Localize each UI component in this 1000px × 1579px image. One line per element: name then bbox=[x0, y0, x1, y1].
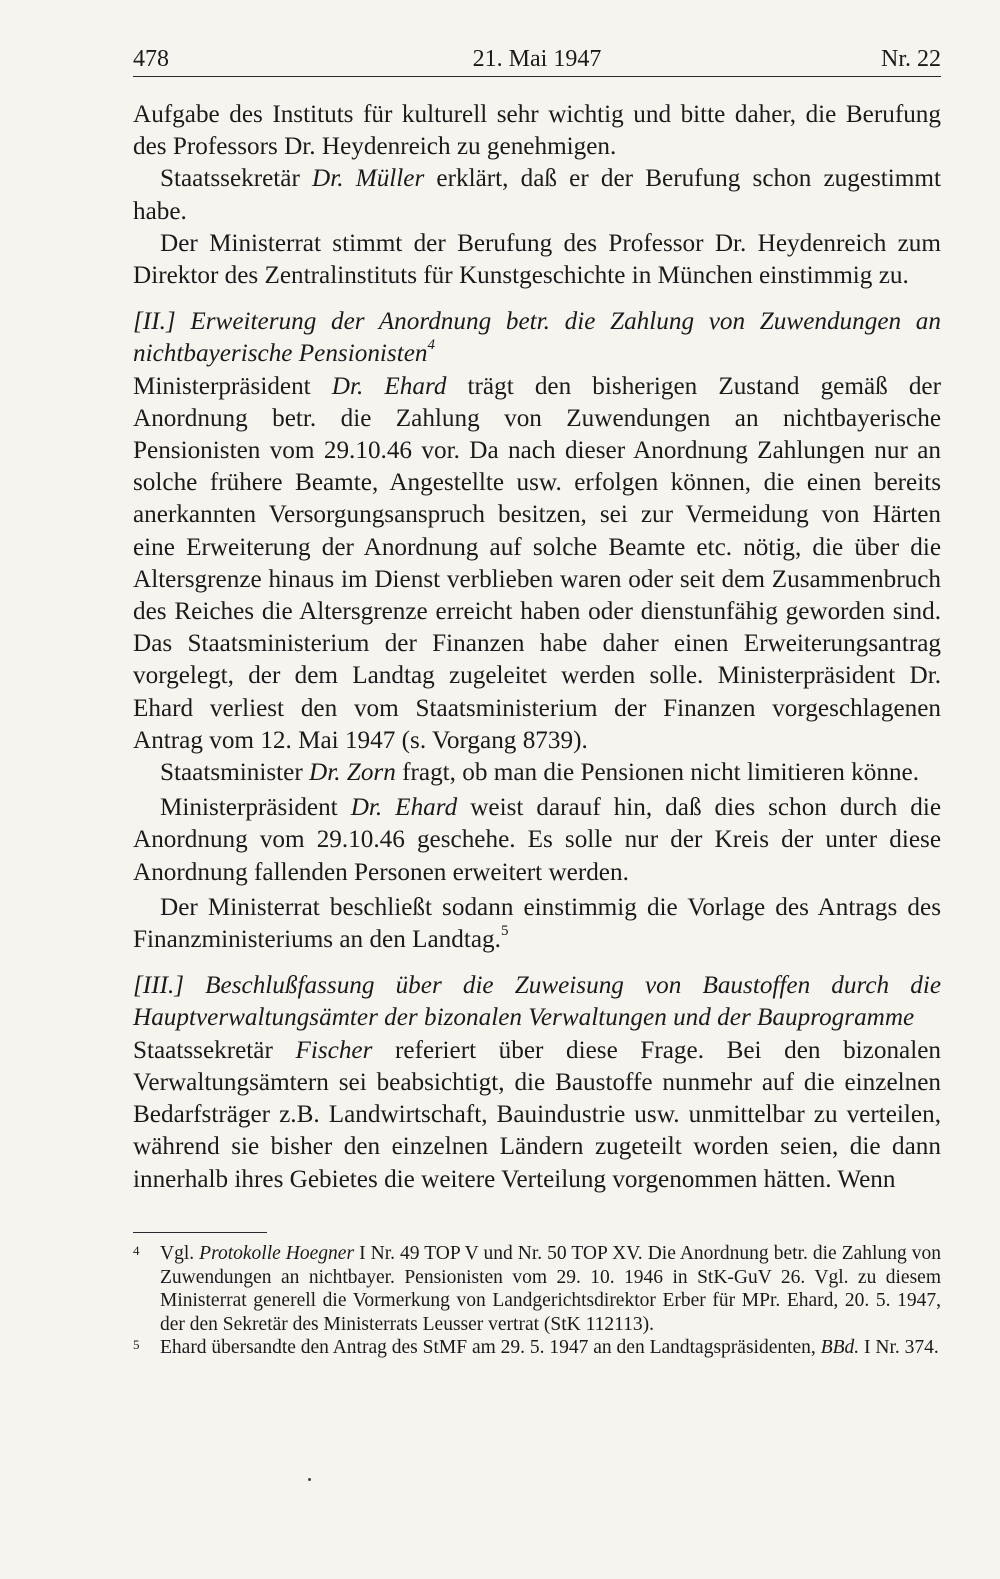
page-number: 478 bbox=[133, 46, 169, 72]
speaker-name: Dr. Zorn bbox=[309, 759, 396, 787]
paragraph: Ministerpräsident Dr. Ehard weist darauf hin, daß dies schon durch die Anordnung vom 29.10.46 geschehe. Es solle nur der Kreis der unter diese Anordnung fallenden Personen erweitert werden. bbox=[133, 794, 941, 886]
paragraph: Der Ministerrat stimmt der Berufung des Professor Dr. Heydenreich zum Direktor des Zentralinstituts für Kunstgeschichte in München einstimmig zu. bbox=[133, 229, 941, 290]
paragraph: Staatssekretär Fischer referiert über diese Frage. Bei den bizonalen Verwaltungsämtern sei beabsichtigt, die Baustoffe nunmehr auf die einzelnen Bedarfsträger z.B. Landwirtschaft, Bauindustrie usw. unmittelbar zu verteilen, während sie bisher den einzelnen Ländern zugeteilt worden seien, die dann innerhalb ihres Gebietes die weitere Verteilung vorgenommen hätten. Wenn bbox=[133, 1036, 941, 1193]
footnote-number: 5 bbox=[133, 1337, 140, 1352]
print-speck bbox=[308, 1478, 311, 1481]
footnote-divider bbox=[133, 1232, 267, 1233]
section-heading: [II.] Erweiterung der Anordnung betr. die Zahlung von Zuwendungen an nichtbayerische Pensionisten$^4$ bbox=[133, 308, 941, 368]
speaker-name: Fischer bbox=[295, 1036, 373, 1064]
speaker-name: Dr. Müller bbox=[312, 165, 425, 193]
paragraph: Ministerpräsident Dr. Ehard trägt den bisherigen Zustand gemäß der Anordnung betr. die Zahlung von Zuwendungen an nichtbayerische Pensionisten vom 29.10.46 vor. Da nach dieser Anordnung Zahlungen nur an solche frühere Beamte, Angestellte usw. erfolgen können, die einen bereits anerkannten Versorgungsanspruch besitzen, sei zur Vermeidung von Härten eine Erweiterung der Anordnung auf solche Beamte etc. nötig, die über die Altersgrenze hinaus im Dienst verblieben waren oder seit dem Zusammenbruch des Reiches die Altersgrenze erreicht haben oder dienstunfähig geworden sind. Das Staatsministerium der Finanzen habe daher einen Erweiterungsantrag vorgelegt, der dem Landtag zugeleitet werden solle. Ministerpräsident Dr. Ehard verliest den vom Staatsministerium der Finanzen vorgeschlagenen Antrag vom 12. Mai 1947 (s. Vorgang 8739). bbox=[133, 372, 941, 754]
header-date: 21. Mai 1947 bbox=[472, 46, 602, 72]
paragraph: Staatssekretär Dr. Müller erklärt, daß er der Berufung schon zugestimmt habe. bbox=[133, 165, 941, 225]
footnote-number: 4 bbox=[133, 1243, 140, 1258]
paragraph: Der Ministerrat beschließt sodann einstimmig die Vorlage des Antrags des Finanzministeriums an den Landtag.$^5$ bbox=[133, 893, 941, 954]
paragraph: Staatsminister Dr. Zorn fragt, ob man die Pensionen nicht limitieren könne. bbox=[160, 759, 920, 787]
footnote: 5 Ehard übersandte den Antrag des StMF am 29. 5. 1947 an den Landtagspräsidenten, BBd. I Nr. 374. bbox=[133, 1336, 941, 1360]
header-number: Nr. 22 bbox=[881, 46, 941, 72]
section-heading: [III.] Beschlußfassung über die Zuweisung von Baustoffen durch die Hauptverwaltungsämter der bizonalen Verwaltungen und der Bauprogramme bbox=[133, 972, 941, 1032]
footnote-ref[interactable]: 5 bbox=[500, 922, 509, 939]
footnote-ref[interactable]: 4 bbox=[427, 337, 435, 354]
footnotes bbox=[133, 1242, 941, 1360]
paragraph: Aufgabe des Instituts für kulturell sehr wichtig und bitte daher, die Berufung des Professors Dr. Heydenreich zu genehmigen. bbox=[133, 101, 941, 161]
speaker-name: Dr. Ehard bbox=[350, 794, 458, 822]
main-text bbox=[133, 99, 941, 1196]
running-header bbox=[133, 42, 941, 77]
speaker-name: Dr. Ehard bbox=[331, 372, 447, 400]
footnote: 4 Vgl. Protokolle Hoegner I Nr. 49 TOP V und Nr. 50 TOP XV. Die Anordnung betr. die Zahlung von Zuwendungen an nichtbayer. Pensionisten vom 29. 10. 1946 in StK-GuV 26. Vgl. zu diesem Ministerrat generell die Vormerkung von Landgerichtsdirektor Erber für MPr. Ehard, 20. 5. 1947, der den Sekretär des Ministerrats Leusser vertrat (StK 112113). bbox=[133, 1242, 941, 1336]
